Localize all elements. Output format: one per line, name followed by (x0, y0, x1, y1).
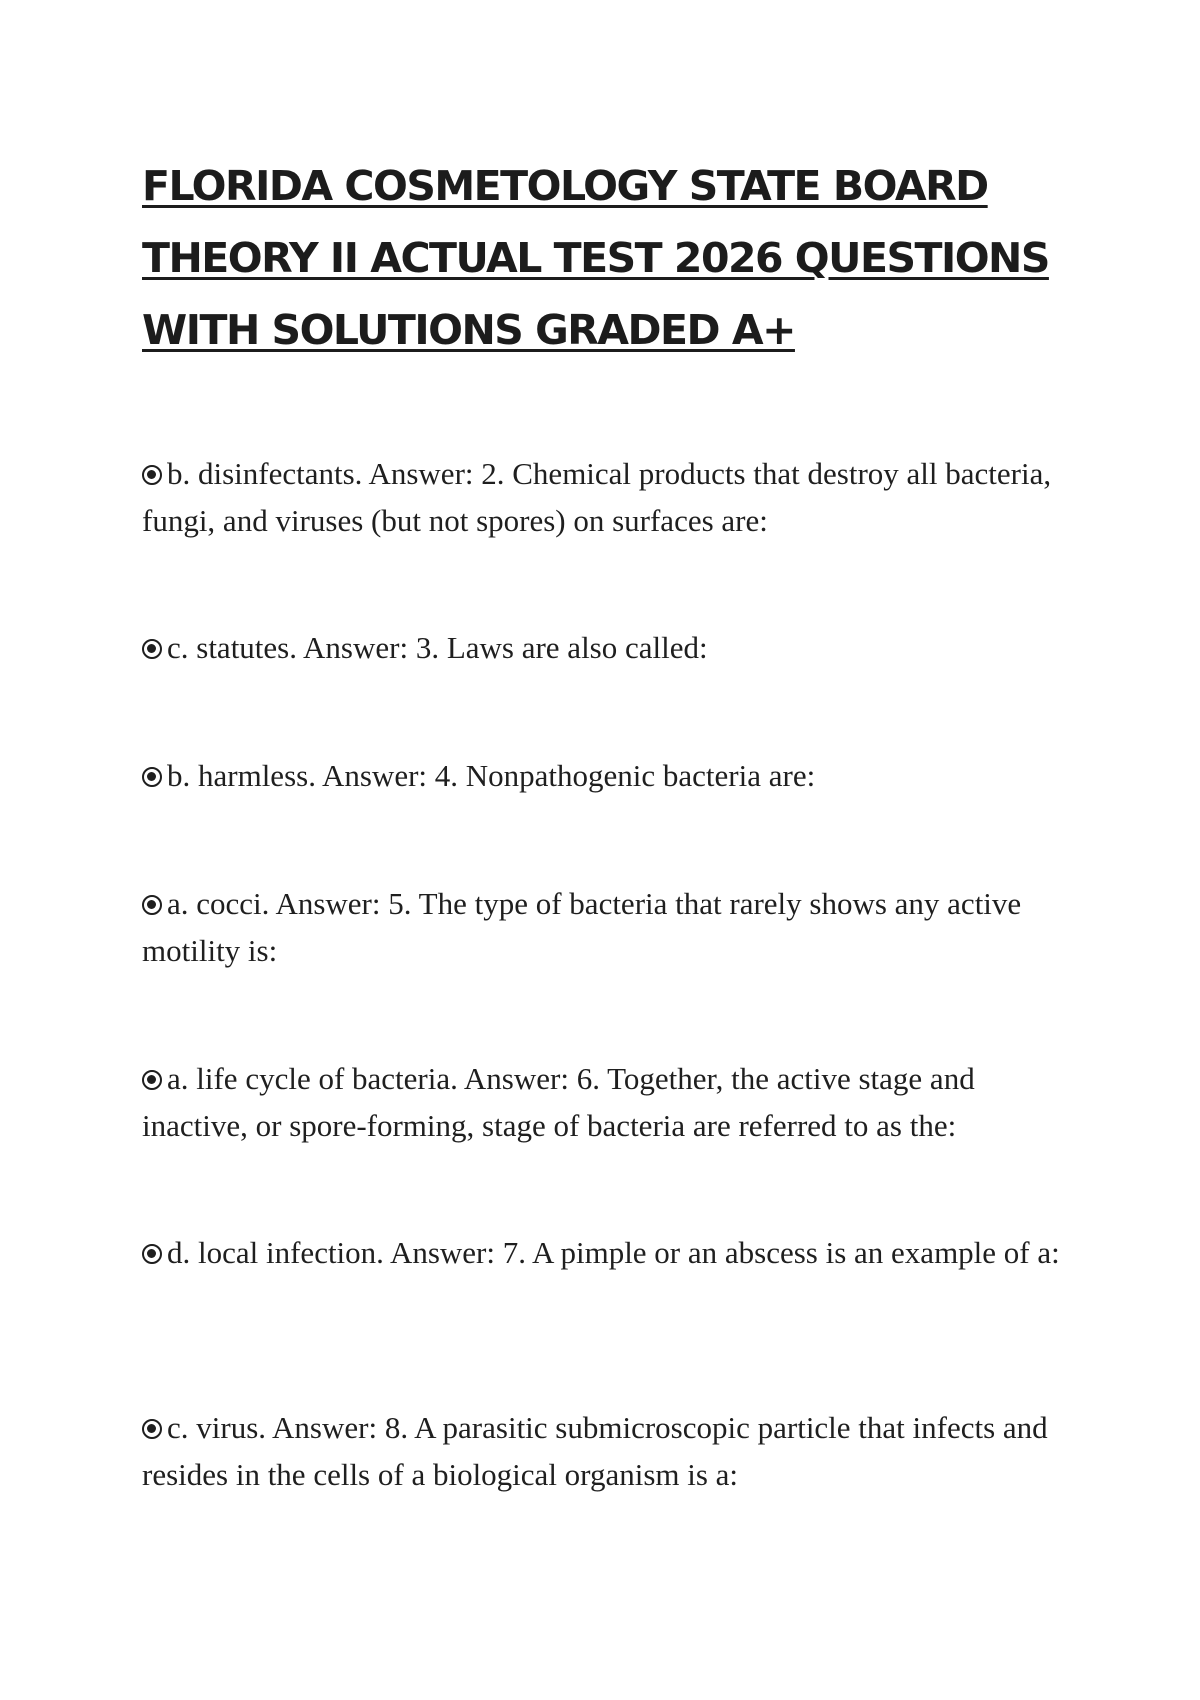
qa-item-text: c. statutes. Answer: 3. Laws are also called: (167, 630, 708, 665)
qa-item-text: d. local infection. Answer: 7. A pimple or an abscess is an example of a: (167, 1235, 1060, 1270)
qa-item-5 (142, 1055, 1072, 1149)
title-line-3: WITH SOLUTIONS GRADED A+ (142, 306, 795, 354)
radio-bullet-icon (142, 895, 162, 915)
radio-bullet-icon (142, 767, 162, 787)
qa-item-text: c. virus. Answer: 8. A parasitic submicroscopic particle that infects and resides in the cells of a biological organism is a: (142, 1410, 1048, 1492)
qa-item-7 (142, 1404, 1072, 1498)
radio-bullet-icon (142, 1419, 162, 1439)
qa-item-text: b. disinfectants. Answer: 2. Chemical products that destroy all bacteria, fungi, and viruses (but not spores) on surfaces are: (142, 456, 1052, 538)
title-line-1: FLORIDA COSMETOLOGY STATE BOARD (142, 162, 988, 210)
qa-item-3 (142, 752, 1072, 799)
qa-item-1 (142, 450, 1072, 544)
radio-bullet-icon (142, 1244, 162, 1264)
qa-item-2 (142, 624, 1072, 671)
qa-item-6 (142, 1229, 1072, 1276)
qa-item-text: b. harmless. Answer: 4. Nonpathogenic bacteria are: (167, 758, 816, 793)
qa-item-text: a. cocci. Answer: 5. The type of bacteria that rarely shows any active motility is: (142, 886, 1022, 968)
radio-bullet-icon (142, 639, 162, 659)
document-title (142, 150, 1062, 366)
radio-bullet-icon (142, 1070, 162, 1090)
qa-item-text: a. life cycle of bacteria. Answer: 6. Together, the active stage and inactive, or spore-forming, stage of bacteria are referred to as the: (142, 1061, 975, 1143)
qa-item-4 (142, 880, 1072, 974)
radio-bullet-icon (142, 465, 162, 485)
title-line-2: THEORY II ACTUAL TEST 2026 QUESTIONS (142, 234, 1049, 282)
